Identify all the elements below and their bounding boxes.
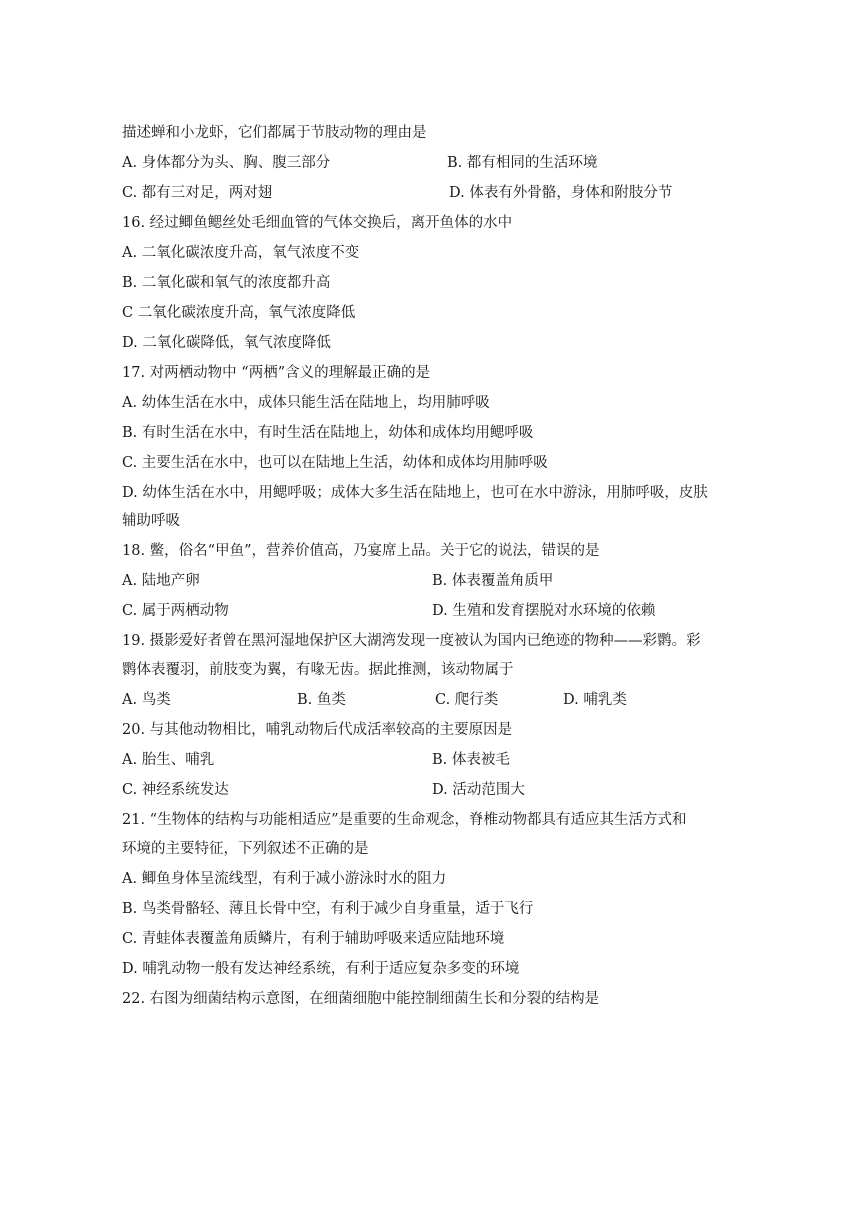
q19-option-b: B. 鱼类 — [297, 692, 346, 708]
q20-option-a: A. 胎生、哺乳 — [122, 752, 215, 768]
q20-option-b: B. 体表被毛 — [432, 752, 510, 768]
q19-stem-line1: 19. 摄影爱好者曾在黑河湿地保护区大湖湾发现一度被认为国内已绝迹的物种——彩鹮。彩 — [122, 633, 701, 649]
q20-option-d: D. 活动范围大 — [432, 782, 525, 798]
q21-option-d: D. 哺乳动物一般有发达神经系统，有利于适应复杂多变的环境 — [122, 961, 520, 977]
q15-option-a: A. 身体都分为头、胸、腹三部分 — [122, 155, 331, 171]
q19-option-a: A. 鸟类 — [122, 692, 171, 708]
q19-stem-line2: 鹮体表覆羽，前肢变为翼，有喙无齿。据此推测，该动物属于 — [122, 662, 514, 678]
q21-option-a: A. 鲫鱼身体呈流线型，有利于减小游泳时水的阻力 — [122, 871, 447, 887]
q16-stem: 16. 经过鲫鱼鳃丝处毛细血管的气体交换后，离开鱼体的水中 — [122, 215, 513, 231]
q19-option-c: C. 爬行类 — [435, 692, 499, 708]
q22-stem: 22. 右图为细菌结构示意图，在细菌细胞中能控制细菌生长和分裂的结构是 — [122, 991, 600, 1007]
q18-stem: 18. 鳖，俗名“甲鱼”，营养价值高，乃宴席上品。关于它的说法，错误的是 — [122, 543, 600, 559]
q16-option-d: D. 二氧化碳降低，氧气浓度降低 — [122, 335, 331, 351]
q17-option-a: A. 幼体生活在水中，成体只能生活在陆地上，均用肺呼吸 — [122, 395, 490, 411]
q15-option-b: B. 都有相同的生活环境 — [447, 155, 598, 171]
q20-option-c: C. 神经系统发达 — [122, 782, 229, 798]
q17-option-c: C. 主要生活在水中，也可以在陆地上生活，幼体和成体均用肺呼吸 — [122, 455, 548, 471]
q21-option-b: B. 鸟类骨骼轻、薄且长骨中空，有利于减少自身重量，适于飞行 — [122, 901, 534, 917]
q21-stem-line1: 21. “生物体的结构与功能相适应”是重要的生命观念，脊椎动物都具有适应其生活方式和 — [122, 812, 687, 828]
q19-option-d: D. 哺乳类 — [563, 692, 627, 708]
q18-option-b: B. 体表覆盖角质甲 — [432, 573, 554, 589]
q21-option-c: C. 青蛙体表覆盖角质鳞片，有利于辅助呼吸来适应陆地环境 — [122, 931, 505, 947]
q17-option-d-line2: 辅助呼吸 — [122, 513, 180, 529]
q17-option-b: B. 有时生活在水中，有时生活在陆地上，幼体和成体均用鳃呼吸 — [122, 425, 534, 441]
q16-option-a: A. 二氧化碳浓度升高，氧气浓度不变 — [122, 245, 360, 261]
q15-option-c: C. 都有三对足，两对翅 — [122, 185, 273, 201]
q15-stem: 描述蝉和小龙虾，它们都属于节肢动物的理由是 — [122, 125, 427, 141]
q21-stem-line2: 环境的主要特征，下列叙述不正确的是 — [122, 841, 369, 857]
q18-option-d: D. 生殖和发育摆脱对水环境的依赖 — [432, 603, 656, 619]
q16-option-b: B. 二氧化碳和氧气的浓度都升高 — [122, 275, 331, 291]
q17-stem: 17. 对两栖动物中 “两栖”含义的理解最正确的是 — [122, 365, 431, 381]
q18-option-c: C. 属于两栖动物 — [122, 603, 229, 619]
q15-option-d: D. 体表有外骨骼，身体和附肢分节 — [449, 185, 673, 201]
q17-option-d-line1: D. 幼体生活在水中，用鳃呼吸；成体大多生活在陆地上，也可在水中游泳，用肺呼吸，皮肤 — [122, 485, 708, 501]
q20-stem: 20. 与其他动物相比，哺乳动物后代成活率较高的主要原因是 — [122, 722, 513, 738]
q18-option-a: A. 陆地产卵 — [122, 573, 200, 589]
q16-option-c: C 二氧化碳浓度升高，氧气浓度降低 — [122, 305, 356, 321]
